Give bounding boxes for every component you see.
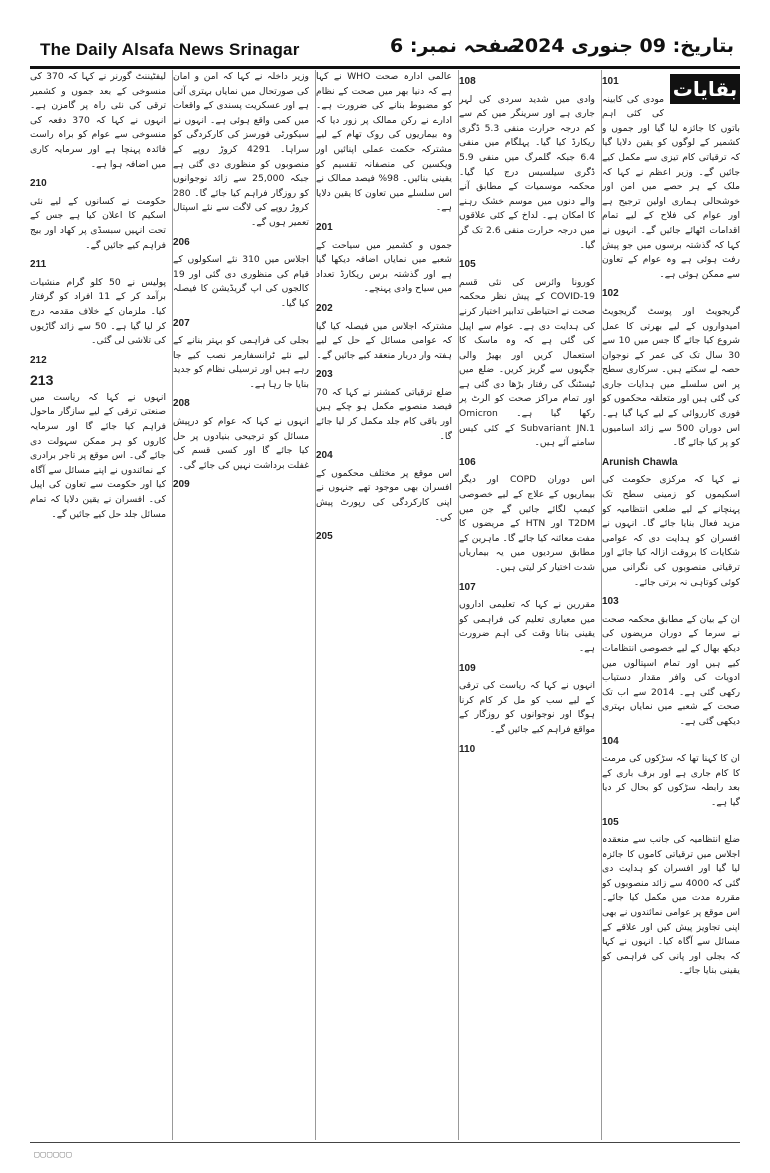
article-text: بجلی کی فراہمی کو بہتر بنانے کے لیے نئے ٹرانسفارمر نصب کیے جا رہے ہیں اور ترسیلی نظام کو جدید بنایا جا رہا ہے۔	[173, 335, 309, 390]
article-text: کورونا وائرس کی نئی قسم COVID-19 کے پیش نظر محکمہ صحت نے احتیاطی تدابیر اختیار کرنے کی ہدایت دی ہے۔ عوام سے اپیل کی گئی ہے کہ وہ ماسک کا استعمال کریں اور بھیڑ والی جگہوں سے گریز کریں۔ ضلع میں ٹیسٹنگ کی رفتار بڑھا دی گئی ہے اور تمام مراکز صحت کو الرٹ پر رکھا گیا ہے۔ Omicron Subvariant JN.1 کے کئی کیس سامنے آئے ہیں۔	[459, 276, 595, 449]
article-number: 105	[602, 816, 619, 828]
article-text: گریجویٹ اور پوسٹ گریجویٹ امیدواروں کے لیے بھرتی کا عمل شروع کیا جائے گا جس میں 10 سے 30 سال تک کی عمر کے نوجوان حصہ لے سکتے ہیں۔ سرکاری سطح پر اس سلسلے میں ہدایات جاری کی گئی ہیں اور متعلقہ محکموں کو فوری کارروائی کے لیے کہا گیا ہے۔ اس دوران 500 سے زائد اسامیوں کو پر کیا جائے گا۔	[602, 305, 740, 449]
newspaper-name: The Daily Alsafa News Srinagar	[40, 40, 300, 59]
article-text: مودی کی کابینہ کی کئی اہم باتوں کا جائزہ لیا گیا اور جموں و کشمیر کے لوگوں کو یقین دلایا گیا کہ ترقیاتی کام تیزی سے مکمل کیے جائیں گے۔ وزیر اعظم نے کہا کہ ملک کے ہر حصے میں امن اور خوشحالی ہماری اولین ترجیح ہے اور عوام کی فلاح کے لیے تمام اقدامات اٹھائے جائیں گے۔ انہوں نے کہا کہ گذشتہ برسوں میں جو پیش رفت ہوئی ہے وہ عوام کے تعاون سے ممکن ہوئی ہے۔	[602, 93, 740, 280]
article-number: 204	[316, 450, 333, 462]
article-text: انہوں نے کہا کہ ریاست میں صنعتی ترقی کے لیے سازگار ماحول فراہم کیا جائے گا اور سرمایہ کاروں کو ہر ممکن سہولت دی جائے گی۔ اس موقع پر تاجر برادری کے نمائندوں نے اپنے مسائل سے آگاہ کیا اور حکومت سے تعاون کی اپیل کی۔ افسران نے یقین دلایا کہ تمام مسائل جلد حل کیے جائیں گے۔	[30, 391, 166, 520]
article-text: لیفٹیننٹ گورنر نے کہا کہ 370 کی منسوخی کے بعد جموں و کشمیر ترقی کی نئی راہ پر گامزن ہے۔ انہوں نے کہا کہ 370 دفعہ کی منسوخی سے عوام کو براہ راست فائدہ پہنچا ہے اور سرمایہ کاری میں اضافہ ہوا ہے۔	[30, 71, 166, 170]
article-text: ضلع انتظامیہ کی جانب سے منعقدہ اجلاس میں ترقیاتی کاموں کا جائزہ لیا گیا اور افسران کو ہدایت دی گئی کہ 4000 سے زائد منصوبوں کو مقررہ مدت میں مکمل کیا جائے۔ اس موقع پر عوامی نمائندوں نے بھی اپنی تجاویز پیش کیں اور علاقے کے مسائل سے آگاہ کیا۔ انہوں نے کہا کہ بجلی اور پانی کی فراہمی کو یقینی بنایا جائے۔	[602, 834, 740, 977]
article-text: اس دوران COPD اور دیگر بیماریوں کے علاج کے لیے خصوصی کیمپ لگائے جائیں گے جن میں T2DM اور HTN کے مریضوں کا مفت معائنہ کیا جائے گا۔ ماہرین کے مطابق سردیوں میں یہ بیماریاں شدت اختیار کر لیتی ہیں۔	[459, 474, 595, 573]
bottom-rule	[30, 1142, 740, 1143]
article-number: 105	[459, 259, 476, 271]
footer-mark: ▢▢▢▢▢▢	[34, 1150, 73, 1160]
article-text: انہوں نے کہا کہ ریاست کی ترقی کے لیے سب کو مل کر کام کرنا ہوگا اور نوجوانوں کو روزگار کے مواقع فراہم کیے جائیں گے۔	[459, 680, 595, 735]
column-5	[602, 70, 740, 1140]
article-number: 212	[30, 354, 47, 366]
article-number: 207	[173, 317, 190, 329]
column-3	[316, 70, 452, 1140]
article-number: 103	[602, 596, 619, 608]
article-number: 208	[173, 398, 190, 410]
column-divider	[458, 70, 459, 1140]
article-number: 205	[316, 531, 333, 543]
article-number: 201	[316, 221, 333, 233]
article-number: 210	[30, 178, 47, 190]
article-number: 102	[602, 288, 619, 300]
article-text: پولیس نے 50 کلو گرام منشیات برآمد کر کے 11 افراد کو گرفتار کیا۔ ملزمان کے خلاف مقدمہ درج کر لیا گیا ہے۔ 50 سے زائد گاڑیوں کی تلاشی لی گئی۔	[30, 276, 166, 347]
article-text: وادی میں شدید سردی کی لہر جاری ہے اور سرینگر میں کم سے کم درجہ حرارت منفی 5.3 ڈگری ریکارڈ کیا گیا۔ پہلگام میں منفی 6.4 جبکہ گلمرگ میں منفی 5.9 ڈگری سیلسیس درج کیا گیا۔ محکمہ موسمیات کے مطابق آنے والے دنوں میں موسم خشک رہنے کا امکان ہے۔ لداخ کے کئی علاقوں میں درجہ حرارت منفی 2.6 تک گر گیا۔	[459, 93, 595, 251]
column-1	[30, 70, 166, 1140]
article-number: 107	[459, 581, 476, 593]
column-divider	[172, 70, 173, 1140]
column-4	[459, 70, 595, 1140]
article-text: نے کہا کہ مرکزی حکومت کی اسکیموں کو زمینی سطح تک پہنچانے کے لیے ضلعی انتظامیہ کو مزید فعال بنایا جائے گا۔ انہوں نے افسران کو ہدایت دی کہ عوامی شکایات کا بروقت ازالہ کیا جائے اور ترقیاتی منصوبوں کی نگرانی میں کوئی کوتاہی نہ برتی جائے۔	[602, 474, 740, 588]
article-text: مشترکہ اجلاس میں فیصلہ کیا گیا کہ عوامی مسائل کے حل کے لیے ہفتہ وار دربار منعقد کیے جائیں گے۔	[316, 320, 452, 361]
article-number: 213	[30, 372, 54, 389]
article-number: 101	[602, 76, 619, 87]
article-text: حکومت نے کسانوں کے لیے نئی اسکیم کا اعلان کیا ہے جس کے تحت انہیں سبسڈی پر کھاد اور بیج فراہم کیے جائیں گے۔	[30, 195, 166, 251]
article-number: 202	[316, 302, 333, 314]
masthead	[30, 32, 740, 69]
section-heading: بقایات	[670, 74, 740, 104]
article-number: 110	[459, 743, 476, 755]
article-number: 206	[173, 236, 190, 248]
article-number: 106	[459, 456, 476, 468]
page-number-label: صفحہ نمبر: 6	[390, 35, 521, 57]
article-text: اجلاس میں 310 نئے اسکولوں کے قیام کی منظوری دی گئی اور 19 کالجوں کی اپ گریڈیشن کا فیصلہ کیا گیا۔	[173, 254, 309, 309]
article-number: 109	[459, 662, 476, 674]
article-number: 209	[173, 479, 190, 491]
article-number: Arunish Chawla	[602, 456, 678, 468]
issue-date: بتاریخ: 09 جنوری 2024	[511, 35, 734, 57]
article-text: مقررین نے کہا کہ تعلیمی اداروں میں معیاری تعلیم کی فراہمی کو یقینی بنانا وقت کی اہم ضرورت ہے۔	[459, 599, 595, 654]
article-text: ان کا کہنا تھا کہ سڑکوں کی مرمت کا کام جاری ہے اور برف باری کے بعد رابطہ سڑکوں کو بحال کر دیا گیا ہے۔	[602, 753, 740, 808]
column-divider	[315, 70, 316, 1140]
newspaper-page	[30, 70, 740, 1140]
column-2	[173, 70, 309, 1140]
article-text: انہوں نے کہا کہ عوام کو درپیش مسائل کو ترجیحی بنیادوں پر حل کیا جائے گا اور کسی قسم کی غفلت برداشت نہیں کی جائے گی۔	[173, 416, 309, 471]
article-text: جموں و کشمیر میں سیاحت کے شعبے میں نمایاں اضافہ دیکھا گیا ہے اور گذشتہ برس ریکارڈ تعداد میں سیاح وادی پہنچے۔	[316, 239, 452, 295]
article-text: ان کے بیان کے مطابق محکمہ صحت نے سرما کے دوران مریضوں کی دیکھ بھال کے لیے خصوصی انتظامات کیے ہیں اور تمام اسپتالوں میں ادویات کی وافر مقدار دستیاب رکھی گئی ہے۔ 2014 سے اب تک صحت کے شعبے میں نمایاں بہتری دیکھی گئی ہے۔	[602, 613, 740, 727]
article-number: 108	[459, 76, 476, 87]
article-number: 211	[30, 259, 47, 271]
article-text: اس موقع پر مختلف محکموں کے افسران بھی موجود تھے جنہوں نے اپنی کارکردگی کی رپورٹ پیش کی۔	[316, 467, 452, 523]
column-divider	[601, 70, 602, 1140]
article-text: عالمی ادارہ صحت WHO نے کہا ہے کہ دنیا بھر میں صحت کے نظام کو مضبوط بنانے کی ضرورت ہے۔ ادارے نے رکن ممالک پر زور دیا کہ وہ بیماریوں کی روک تھام کے لیے مشترکہ حکمت عملی اپنائیں اور ویکسین کی منصفانہ تقسیم کو یقینی بنائیں۔ 98% فیصد ممالک نے اس سلسلے میں تعاون کا یقین دلایا ہے۔	[316, 71, 452, 214]
article-number: 203	[316, 369, 333, 381]
article-number: 104	[602, 735, 619, 747]
article-text: وزیر داخلہ نے کہا کہ امن و امان کی صورتحال میں نمایاں بہتری آئی ہے اور عسکریت پسندی کے واقعات میں کمی واقع ہوئی ہے۔ انہوں نے سیکورٹی فورسز کی کارکردگی کو سراہا۔ 4291 کروڑ روپے کے منصوبوں کو منظوری دی گئی ہے جبکہ 25,000 سے زائد نوجوانوں کو روزگار فراہم کیا جائے گا۔ 280 کروڑ روپے کی لاگت سے نئے اسپتال تعمیر ہوں گے۔	[173, 71, 309, 228]
article-text: ضلع ترقیاتی کمشنر نے کہا کہ 70 فیصد منصوبے مکمل ہو چکے ہیں اور باقی کام جلد مکمل کر لیا جائے گا۔	[316, 386, 452, 442]
